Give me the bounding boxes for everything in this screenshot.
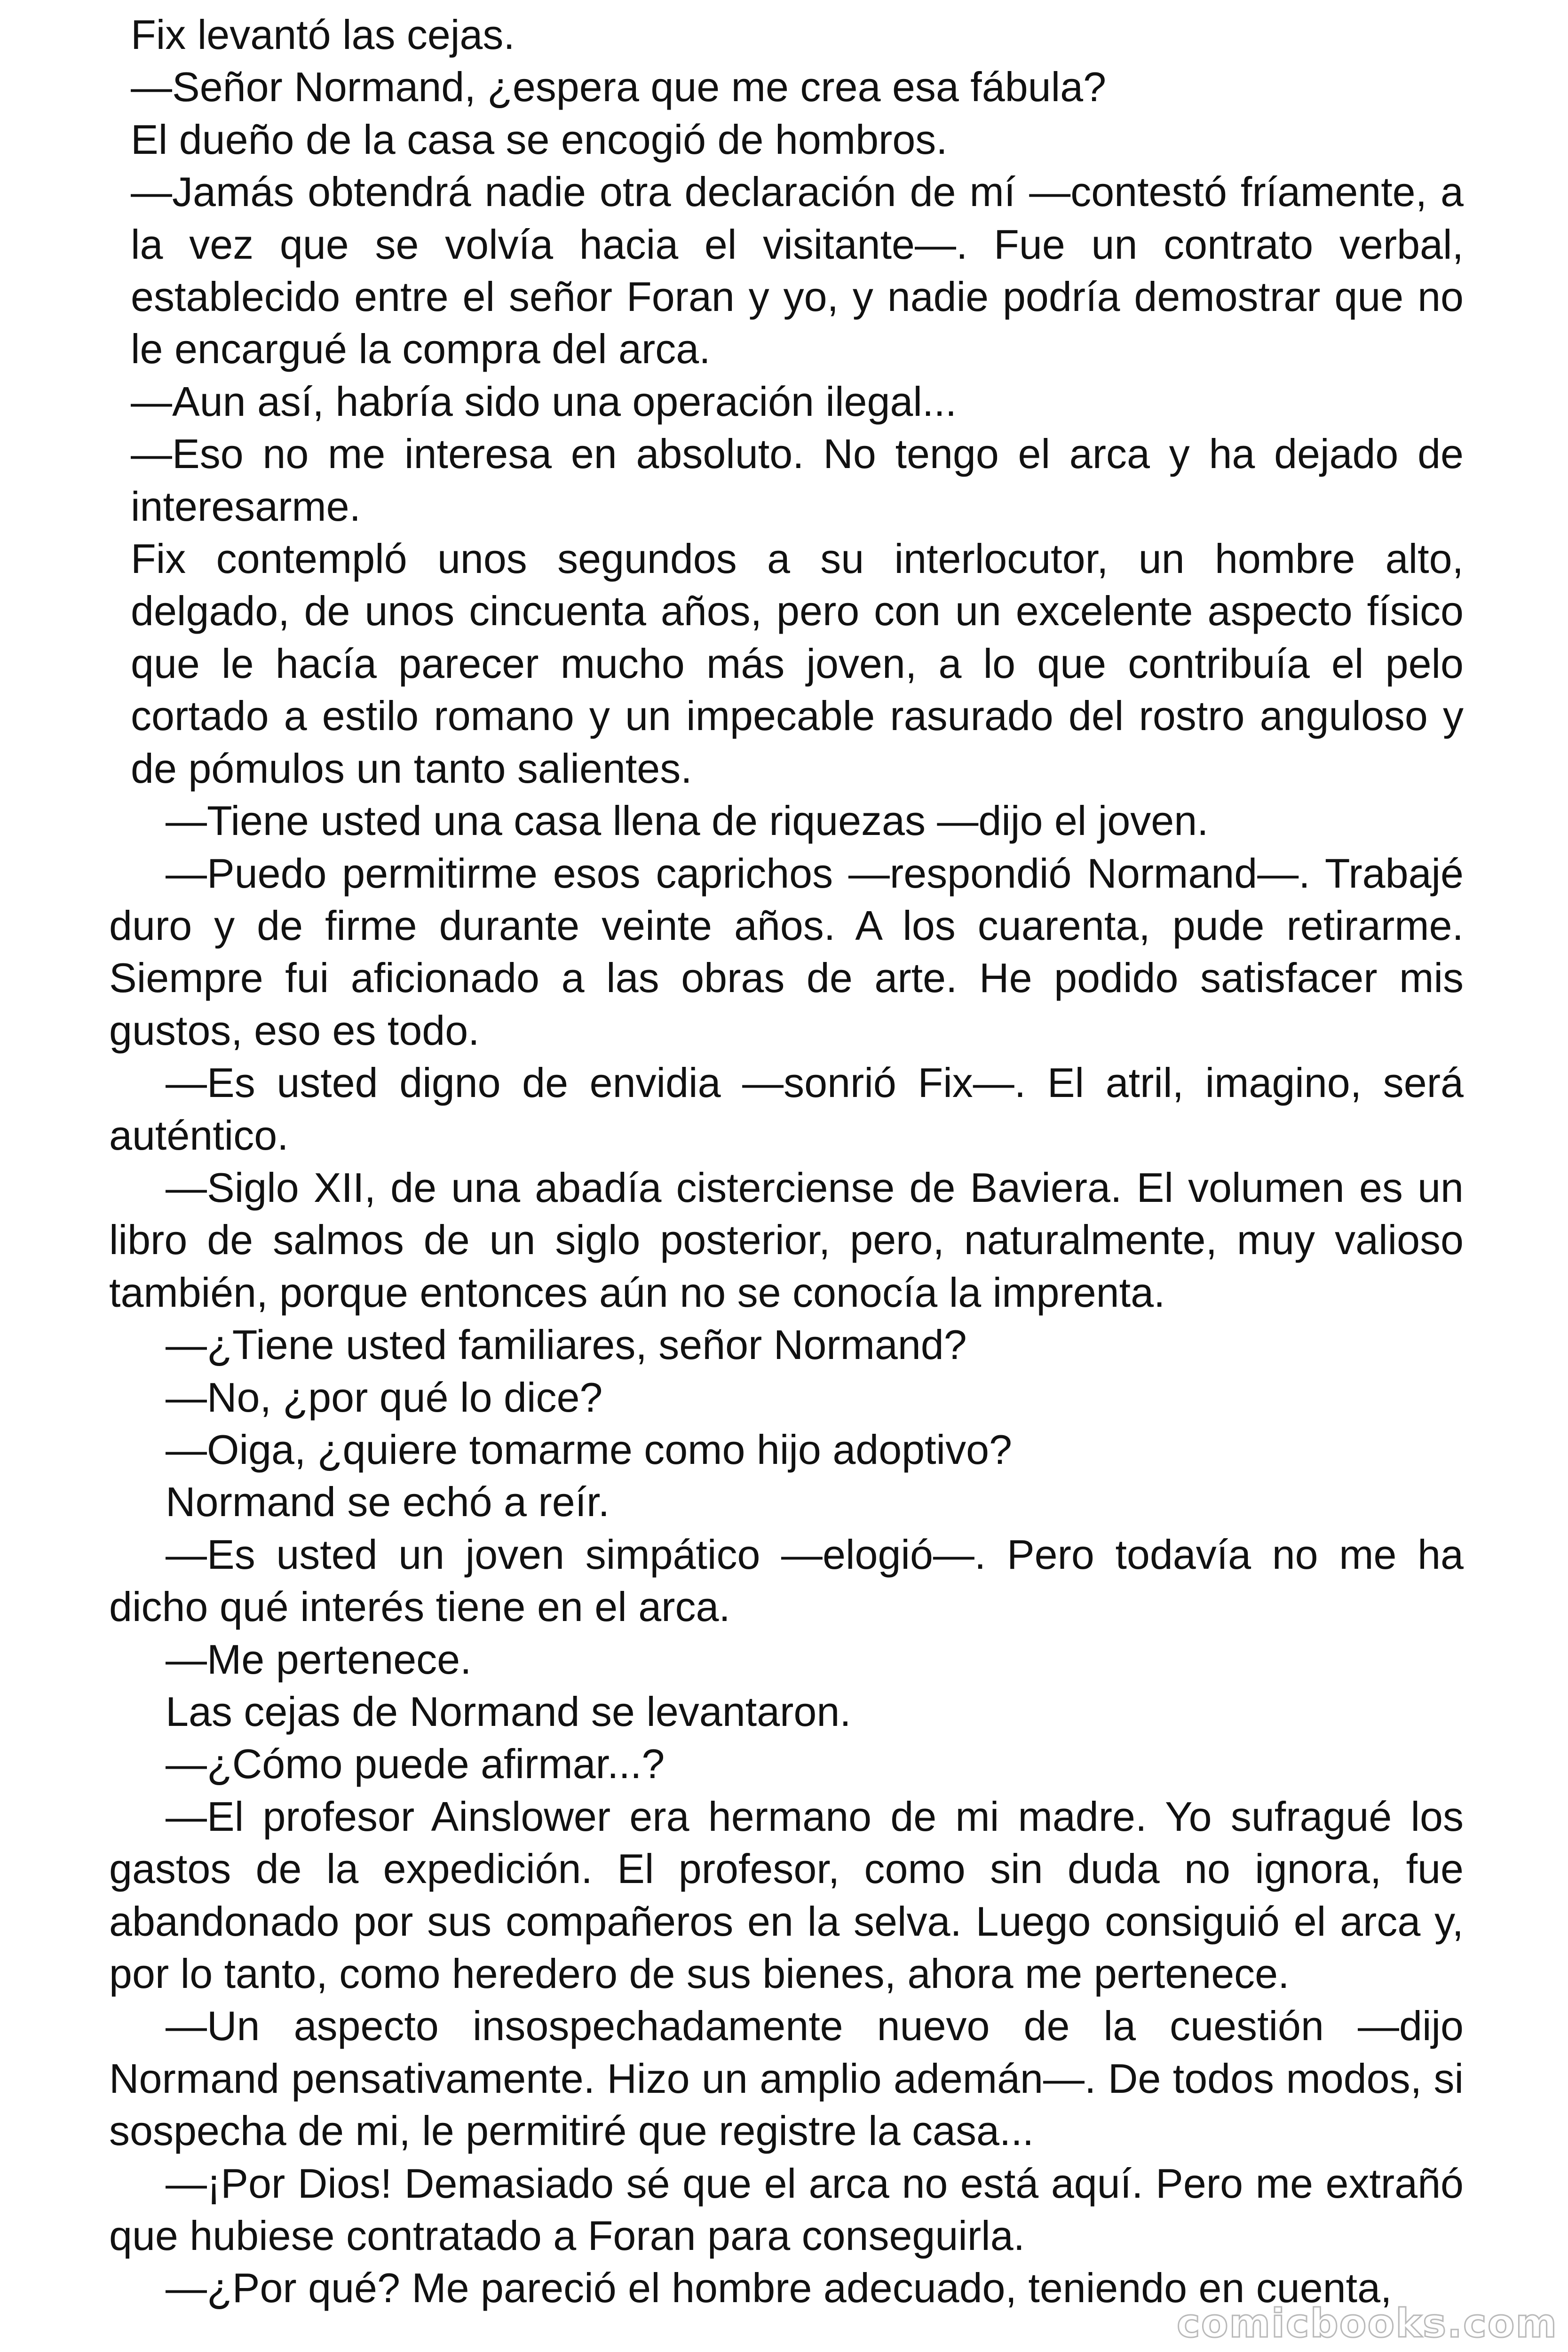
paragraph: —¿Por qué? Me pareció el hombre adecuado, teniendo en cuenta, xyxy=(166,2265,1392,2312)
paragraph: —El profesor Ainslower era hermano de mi madre. Yo sufragué los gastos de la expedición. El profesor, como sin duda no ignora, fue abandonado por sus compañeros en la selva. Luego consiguió el arca y, por lo tanto, como heredero de sus bienes, ahora me pertenece. xyxy=(109,1793,1464,1997)
paragraph: —Siglo XII, de una abadía cisterciense de Baviera. El volumen es un libro de salmos de un siglo posterior, pero, naturalmente, muy valioso también, porque entonces aún no se conocía la imprenta. xyxy=(109,1164,1464,1316)
paragraph: —¡Por Dios! Demasiado sé que el arca no está aquí. Pero me extrañó que hubiese contratado a Foran para conseguirla. xyxy=(109,2160,1464,2259)
paragraph: Fix levantó las cejas. xyxy=(131,11,515,58)
paragraph: —¿Cómo puede afirmar...? xyxy=(166,1740,665,1788)
paragraph: El dueño de la casa se encogió de hombros. xyxy=(131,116,948,163)
paragraph: —Eso no me interesa en absoluto. No tengo el arca y ha dejado de interesarme. xyxy=(131,430,1464,530)
paragraph: —Puedo permitirme esos caprichos —respondió Normand—. Trabajé duro y de firme durante veinte años. A los cuarenta, pude retirarme. Siempre fui aficionado a las obras de arte. He podido satisfacer mis gustos, eso es todo. xyxy=(109,850,1464,1054)
paragraph: —¿Tiene usted familiares, señor Normand? xyxy=(166,1321,967,1368)
paragraph: —Un aspecto insospechadamente nuevo de la cuestión —dijo Normand pensativamente. Hizo un amplio ademán—. De todos modos, si sospecha de mi, le permitiré que registre la casa... xyxy=(109,2002,1464,2154)
paragraph: —Tiene usted una casa llena de riquezas —dijo el joven. xyxy=(166,797,1209,844)
paragraph: —Señor Normand, ¿espera que me crea esa fábula? xyxy=(131,64,1107,111)
paragraph: —No, ¿por qué lo dice? xyxy=(166,1374,603,1421)
paragraph: Fix contempló unos segundos a su interlocutor, un hombre alto, delgado, de unos cincuenta años, pero con un excelente aspecto físico que le hacía parecer mucho más joven, a lo que contribuía el pelo cortado a estilo romano y un impecable rasurado del rostro anguloso y de pómulos un tanto salientes. xyxy=(131,535,1464,792)
paragraph: —Es usted digno de envidia —sonrió Fix—. El atril, imagino, será auténtico. xyxy=(109,1059,1464,1159)
paragraph: —Jamás obtendrá nadie otra declaración de mí —contestó fríamente, a la vez que se volvía hacia el visitante—. Fue un contrato verbal, establecido entre el señor Foran y yo, y nadie podría demostrar que no le encargué la compra del arca. xyxy=(131,168,1464,373)
paragraph: —Me pertenece. xyxy=(166,1636,472,1683)
paragraph: Normand se echó a reír. xyxy=(166,1478,610,1526)
paragraph: Las cejas de Normand se levantaron. xyxy=(166,1688,851,1735)
paragraph: —Aun así, habría sido una operación ilegal... xyxy=(131,378,957,425)
watermark-logo: comicbooks.com xyxy=(1177,2300,1558,2346)
paragraph: —Oiga, ¿quiere tomarme como hijo adoptivo? xyxy=(166,1426,1012,1473)
page-text xyxy=(109,8,1464,2314)
paragraph: —Es usted un joven simpático —elogió—. Pero todavía no me ha dicho qué interés tiene en el arca. xyxy=(109,1531,1464,1630)
